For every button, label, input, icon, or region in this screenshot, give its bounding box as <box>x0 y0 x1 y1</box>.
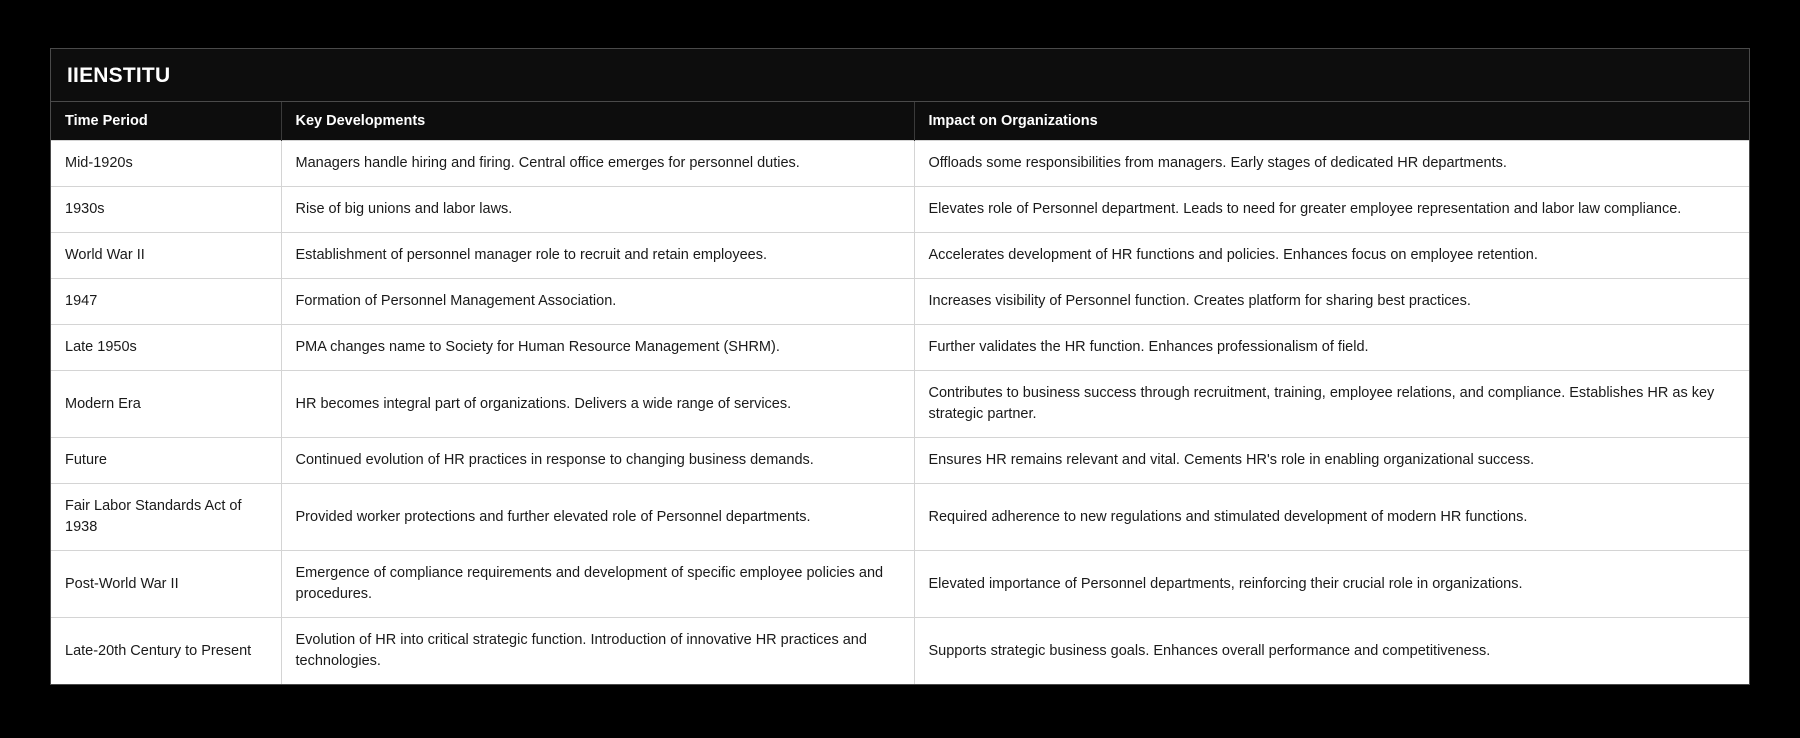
cell-key-developments: Continued evolution of HR practices in response to changing business demands. <box>281 438 914 484</box>
cell-time-period: 1930s <box>51 187 281 233</box>
column-header-key-developments: Key Developments <box>281 102 914 141</box>
cell-impact: Elevates role of Personnel department. Leads to need for greater employee representation and labor law compliance. <box>914 187 1749 233</box>
cell-key-developments: Rise of big unions and labor laws. <box>281 187 914 233</box>
cell-time-period: Mid-1920s <box>51 141 281 187</box>
brand-header <box>51 49 1749 102</box>
cell-impact: Ensures HR remains relevant and vital. Cements HR's role in enabling organizational success. <box>914 438 1749 484</box>
table-row <box>51 371 1749 438</box>
cell-time-period: Post-World War II <box>51 551 281 618</box>
cell-time-period: World War II <box>51 233 281 279</box>
table-body <box>51 141 1749 685</box>
brand-title: IIENSTITU <box>67 64 171 87</box>
history-table-container <box>50 48 1750 685</box>
cell-key-developments: Provided worker protections and further elevated role of Personnel departments. <box>281 484 914 551</box>
cell-key-developments: HR becomes integral part of organizations. Delivers a wide range of services. <box>281 371 914 438</box>
cell-impact: Contributes to business success through recruitment, training, employee relations, and compliance. Establishes HR as key strategic partner. <box>914 371 1749 438</box>
cell-key-developments: Formation of Personnel Management Association. <box>281 279 914 325</box>
table-row <box>51 484 1749 551</box>
cell-key-developments: Managers handle hiring and firing. Central office emerges for personnel duties. <box>281 141 914 187</box>
hr-history-table <box>51 102 1749 684</box>
cell-time-period: 1947 <box>51 279 281 325</box>
table-row <box>51 618 1749 685</box>
cell-key-developments: Evolution of HR into critical strategic function. Introduction of innovative HR practices and technologies. <box>281 618 914 685</box>
table-row <box>51 233 1749 279</box>
cell-time-period: Fair Labor Standards Act of 1938 <box>51 484 281 551</box>
table-row <box>51 551 1749 618</box>
cell-impact: Further validates the HR function. Enhances professionalism of field. <box>914 325 1749 371</box>
cell-key-developments: PMA changes name to Society for Human Resource Management (SHRM). <box>281 325 914 371</box>
cell-impact: Offloads some responsibilities from managers. Early stages of dedicated HR departments. <box>914 141 1749 187</box>
column-header-impact: Impact on Organizations <box>914 102 1749 141</box>
cell-time-period: Modern Era <box>51 371 281 438</box>
cell-time-period: Late 1950s <box>51 325 281 371</box>
table-row <box>51 279 1749 325</box>
table-head <box>51 102 1749 141</box>
table-row <box>51 438 1749 484</box>
cell-impact: Increases visibility of Personnel function. Creates platform for sharing best practices. <box>914 279 1749 325</box>
cell-key-developments: Establishment of personnel manager role to recruit and retain employees. <box>281 233 914 279</box>
table-row <box>51 141 1749 187</box>
column-header-time-period: Time Period <box>51 102 281 141</box>
cell-time-period: Late-20th Century to Present <box>51 618 281 685</box>
cell-time-period: Future <box>51 438 281 484</box>
cell-impact: Elevated importance of Personnel departments, reinforcing their crucial role in organizations. <box>914 551 1749 618</box>
cell-impact: Required adherence to new regulations and stimulated development of modern HR functions. <box>914 484 1749 551</box>
cell-impact: Accelerates development of HR functions and policies. Enhances focus on employee retention. <box>914 233 1749 279</box>
cell-key-developments: Emergence of compliance requirements and development of specific employee policies and procedures. <box>281 551 914 618</box>
table-row <box>51 325 1749 371</box>
table-row <box>51 187 1749 233</box>
table-header-row <box>51 102 1749 141</box>
cell-impact: Supports strategic business goals. Enhances overall performance and competitiveness. <box>914 618 1749 685</box>
